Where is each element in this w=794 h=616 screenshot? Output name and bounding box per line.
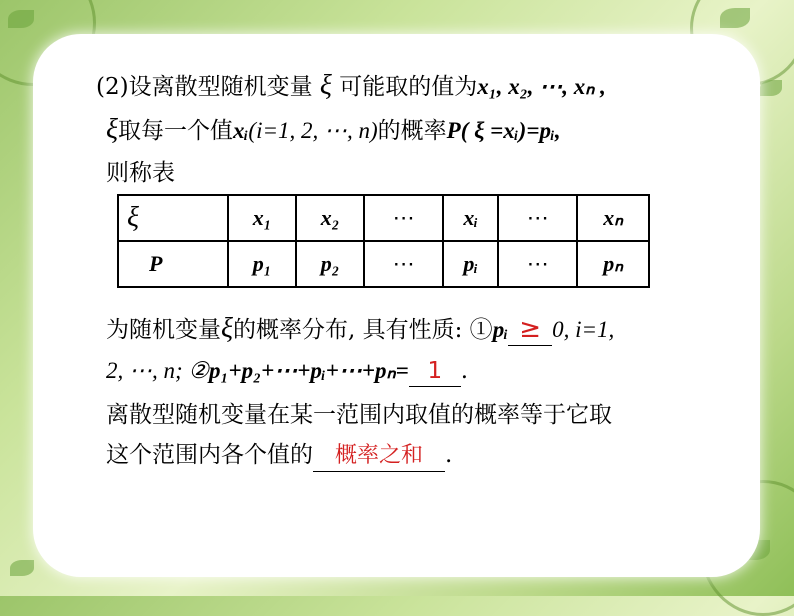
table-cell: pₙ	[577, 241, 649, 287]
probability-formula: P( ξ =xᵢ)=pᵢ,	[446, 118, 561, 143]
range-line: 离散型随机变量在某一范围内取值的概率等于它取	[106, 402, 612, 428]
answer-blank-2	[409, 356, 461, 387]
intro-text-1: 设离散型随机变量	[128, 74, 313, 100]
xi-symbol: ξ	[106, 114, 118, 145]
value-list: x₁, x₂, ⋯, xₙ ,	[477, 74, 606, 99]
table-cell: p₁	[228, 241, 296, 287]
intro-line	[96, 71, 606, 102]
table-cell: ⋯	[364, 195, 443, 241]
item-label: (2)	[96, 74, 129, 100]
table-cell: P	[118, 241, 228, 287]
table-row	[118, 195, 649, 241]
line4-text-2: 的概率分布, 具有性质: ①	[233, 317, 493, 343]
intro-text-2: 可能取的值为	[339, 74, 478, 100]
line2-text-2: 的概率	[377, 118, 447, 144]
line7-end: .	[445, 442, 453, 468]
line5-text-1: 2, ⋯, n; ②	[106, 358, 210, 383]
properties-line	[106, 314, 614, 346]
leaf-decoration	[8, 10, 34, 28]
answer-geq: ≥	[519, 314, 541, 344]
leaf-decoration	[760, 80, 782, 96]
answer-sum-of-probabilities: 概率之和	[334, 443, 423, 468]
table-cell: x₁	[228, 195, 296, 241]
value-xi: xᵢ	[233, 118, 249, 143]
answer-blank-3	[313, 440, 445, 472]
xi-symbol: ξ	[319, 70, 332, 101]
answer-blank-1	[508, 314, 552, 346]
answer-one: 1	[427, 358, 443, 384]
sum-formula: p₁+p₂+⋯+pᵢ+⋯+pₙ=	[209, 358, 409, 383]
table-cell: xᵢ	[443, 195, 498, 241]
line5-end: .	[460, 358, 469, 384]
xi-symbol: ξ	[221, 313, 233, 344]
pi-symbol: pᵢ	[492, 317, 509, 342]
table-cell: p₂	[296, 241, 364, 287]
line7-text: 这个范围内各个值的	[106, 442, 313, 468]
table-row	[118, 241, 649, 287]
leaf-decoration	[720, 8, 750, 28]
line2-text-1: 取每一个值	[118, 118, 233, 144]
table-cell: xₙ	[577, 195, 649, 241]
distribution-table	[117, 194, 650, 288]
table-cell: pᵢ	[443, 241, 498, 287]
leaf-decoration	[10, 560, 34, 576]
table-cell: x₂	[296, 195, 364, 241]
sum-line	[106, 356, 468, 387]
probability-line	[106, 115, 561, 146]
range-sum-line	[106, 440, 452, 472]
table-cell: ⋯	[364, 241, 443, 287]
table-cell: ξ	[118, 195, 228, 241]
line4-text-3: 0, i=1,	[552, 317, 615, 342]
line4-text-1: 为随机变量	[106, 317, 221, 343]
table-cell: ⋯	[498, 195, 577, 241]
index-range: (i=1, 2, ⋯, n)	[248, 118, 378, 143]
table-cell: ⋯	[498, 241, 577, 287]
table-intro-line: 则称表	[106, 160, 175, 186]
